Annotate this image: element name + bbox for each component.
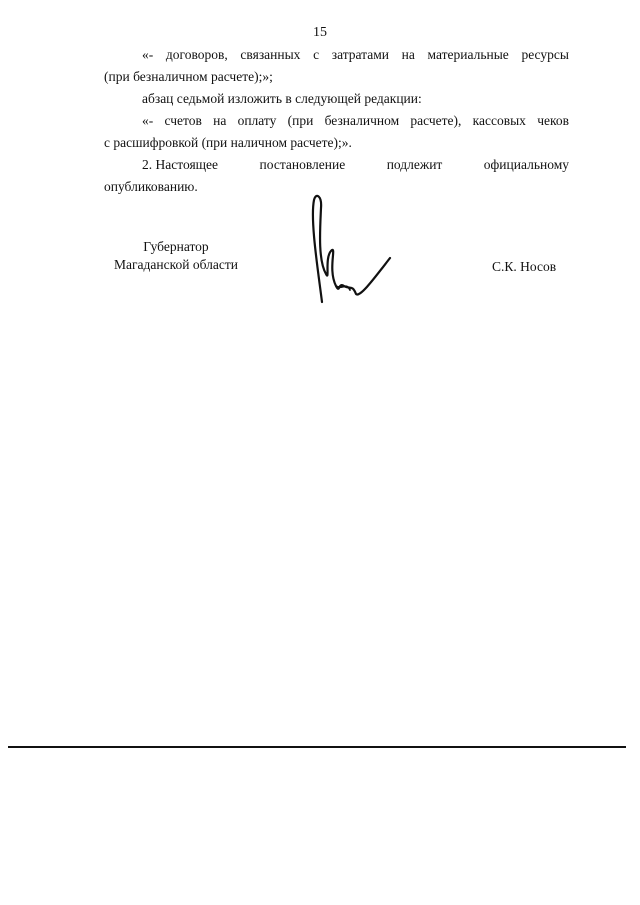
word: договоров, — [165, 47, 228, 62]
signatory-name: С.К. Носов — [492, 259, 557, 274]
word: на — [213, 113, 227, 128]
word: связанных — [240, 47, 301, 62]
paragraph-publication-line-1 — [104, 154, 569, 176]
handwritten-signature — [300, 190, 410, 310]
signatory-title — [104, 238, 248, 274]
word: 2. Настоящее — [142, 157, 219, 172]
word: счетов — [164, 113, 202, 128]
page-number: 15 — [313, 25, 327, 40]
word: (при — [287, 113, 314, 128]
word: с — [313, 47, 320, 62]
paragraph-invoices-line-1 — [104, 110, 569, 132]
paragraph-contracts — [104, 44, 569, 88]
paragraph-contracts-line-1 — [104, 44, 569, 66]
paragraph-contracts-line-2: (при безналичном расчете);»; — [104, 69, 273, 84]
word: постановление — [259, 157, 346, 172]
word: «- — [142, 113, 154, 128]
paragraph-publication-line-2: опубликованию. — [104, 179, 198, 194]
paragraph-invoices-line-2: с расшифровкой (при наличном расчете);». — [104, 135, 352, 150]
word: материальные — [427, 47, 509, 62]
word: кассовых — [472, 113, 526, 128]
word: чеков — [537, 113, 569, 128]
word: «- — [142, 47, 154, 62]
signatory-title-line-1: Губернатор — [143, 239, 209, 254]
paragraph-seventh-edit-text: абзац седьмой изложить в следующей редакции: — [142, 91, 422, 106]
paragraph-invoices — [104, 110, 569, 154]
word: подлежит — [386, 157, 443, 172]
footer-divider — [8, 746, 626, 748]
paragraph-seventh-edit — [104, 88, 569, 110]
word: официальному — [483, 157, 569, 172]
word: ресурсы — [521, 47, 569, 62]
word: расчете), — [410, 113, 462, 128]
word: на — [401, 47, 415, 62]
word: оплату — [237, 113, 277, 128]
signatory-title-line-2: Магаданской области — [114, 257, 238, 272]
word: затратами — [331, 47, 389, 62]
word: безналичном — [324, 113, 400, 128]
